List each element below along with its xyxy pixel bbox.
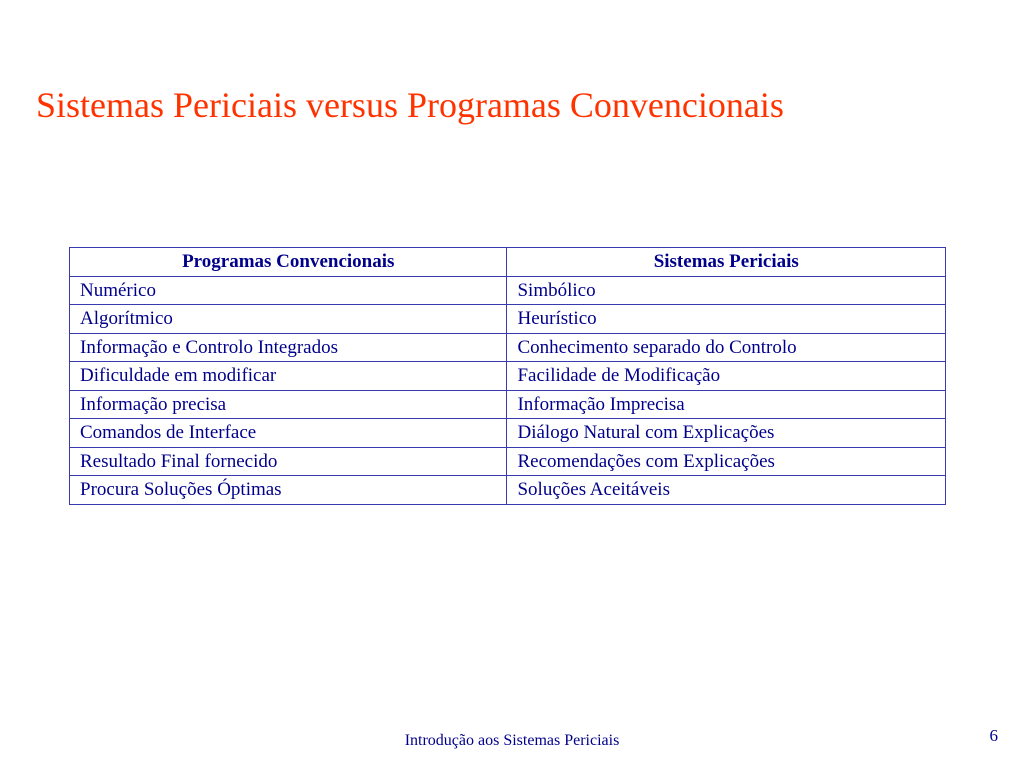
column-header-conventional-programs: Programas Convencionais (70, 248, 507, 277)
table-cell: Diálogo Natural com Explicações (507, 419, 946, 448)
table-cell: Dificuldade em modificar (70, 362, 507, 391)
table-row (70, 333, 946, 362)
slide-title: Sistemas Periciais versus Programas Convencionais (36, 85, 784, 125)
table-row (70, 419, 946, 448)
table-cell: Resultado Final fornecido (70, 447, 507, 476)
table-cell: Conhecimento separado do Controlo (507, 333, 946, 362)
table-cell: Numérico (70, 276, 507, 305)
table-cell: Comandos de Interface (70, 419, 507, 448)
table-cell: Procura Soluções Óptimas (70, 476, 507, 505)
table-header-row (70, 248, 946, 277)
slide-footer: Introdução aos Sistemas Periciais (404, 732, 620, 749)
table-cell: Informação e Controlo Integrados (70, 333, 507, 362)
table-cell: Facilidade de Modificação (507, 362, 946, 391)
page-number: 6 (989, 726, 998, 745)
column-header-expert-systems: Sistemas Periciais (507, 248, 946, 277)
table-cell: Algorítmico (70, 305, 507, 334)
table-cell: Recomendações com Explicações (507, 447, 946, 476)
table-row (70, 390, 946, 419)
table-cell: Heurístico (507, 305, 946, 334)
table-row (70, 447, 946, 476)
comparison-table (69, 247, 946, 505)
table-row (70, 276, 946, 305)
table-row (70, 362, 946, 391)
table-row (70, 476, 946, 505)
table-cell: Informação Imprecisa (507, 390, 946, 419)
table-cell: Soluções Aceitáveis (507, 476, 946, 505)
table-row (70, 305, 946, 334)
table-cell: Simbólico (507, 276, 946, 305)
table-cell: Informação precisa (70, 390, 507, 419)
